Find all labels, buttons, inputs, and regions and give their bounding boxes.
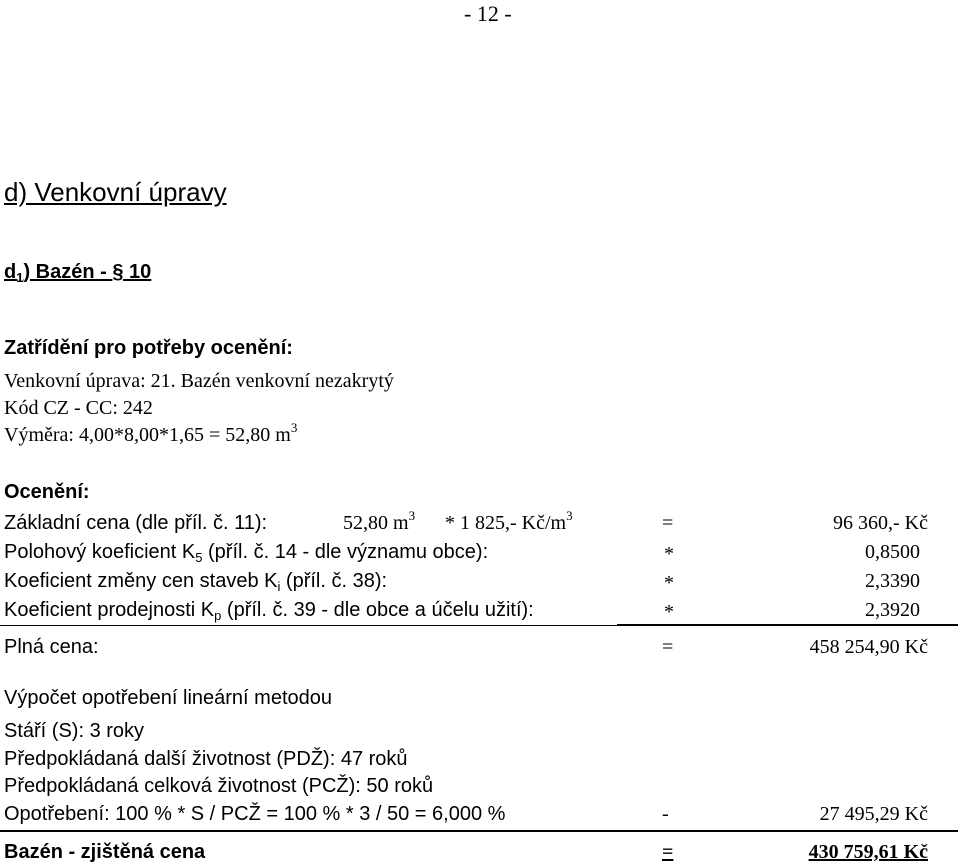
coef-label-pre: Koeficient změny cen staveb K [4, 570, 278, 592]
base-price-label: Základní cena (dle příl. č. 11): [4, 512, 268, 534]
coef-label-kp [4, 599, 534, 622]
base-qty-sup: 3 [408, 508, 416, 523]
subsection-subscript: 1 [16, 270, 24, 285]
full-price-operator: = [662, 636, 674, 658]
full-price-label: Plná cena: [4, 636, 99, 658]
coef-operator-kp: * [664, 601, 674, 623]
section-title: d) Venkovní úpravy [4, 177, 227, 207]
coef-value-kp: 2,3920 [865, 599, 920, 621]
coef-label-ki [4, 570, 387, 593]
coef-label-sub: p [214, 608, 222, 623]
coef-label-sub: 5 [195, 550, 203, 565]
depreciation-heading: Výpočet opotřebení lineární metodou [4, 687, 332, 709]
depreciation-age: Stáří (S): 3 roky [4, 720, 145, 742]
base-mult-text: * 1 825,- Kč/m [445, 512, 567, 534]
base-price-value: 96 360,- Kč [833, 512, 928, 534]
depreciation-wear-label: Opotřebení: 100 % * S / PCŽ = 100 % * 3 / 50 = 6,000 % [4, 803, 506, 825]
result-value: 430 759,61 Kč [808, 841, 928, 863]
coef-label-post: (příl. č. 14 - dle významu obce): [202, 541, 489, 563]
full-price-value: 458 254,90 Kč [809, 636, 928, 658]
depreciation-remaining-life: Předpokládaná další životnost (PDŽ): 47 roků [4, 748, 408, 770]
base-price-multiplier [445, 508, 573, 535]
coef-value-k5: 0,8500 [865, 541, 920, 563]
coef-label-post: (příl. č. 38): [280, 570, 388, 592]
base-price-operator: = [662, 512, 674, 534]
result-operator: = [662, 841, 674, 863]
area-text: Výměra: 4,00*8,00*1,65 = 52,80 m [4, 424, 291, 446]
total-divider [0, 830, 958, 832]
classification-line-code: Kód CZ - CC: 242 [4, 397, 153, 419]
depreciation-wear-operator: - [662, 803, 669, 825]
coef-label-pre: Polohový koeficient K [4, 541, 196, 563]
subsection-number: 10 [123, 261, 152, 283]
page-number: - 12 - [464, 1, 512, 26]
coef-label-sub: i [277, 579, 281, 594]
depreciation-wear-value: 27 495,29 Kč [819, 803, 928, 825]
coef-label-k5 [4, 541, 488, 564]
base-qty-text: 52,80 m [343, 512, 409, 534]
result-label: Bazén - zjištěná cena [4, 841, 206, 863]
coef-value-ki: 2,3390 [865, 570, 920, 592]
classification-line-type: Venkovní úprava: 21. Bazén venkovní nezakrytý [4, 370, 394, 392]
subsection-suffix: ) Bazén - [23, 261, 113, 283]
coef-label-post: (příl. č. 39 - dle obce a účelu užití): [221, 599, 534, 621]
classification-line-area [4, 420, 298, 447]
depreciation-total-life: Předpokládaná celková životnost (PCŽ): 50 roků [4, 775, 434, 797]
subsection-prefix: d [4, 261, 17, 283]
area-sup: 3 [290, 420, 298, 435]
coef-operator-k5: * [664, 543, 674, 565]
subtotal-divider [0, 625, 617, 626]
subsection-heading [4, 261, 151, 284]
valuation-heading: Ocenění: [4, 481, 90, 503]
base-mult-sup: 3 [566, 508, 573, 523]
subtotal-divider-right [617, 624, 958, 626]
paragraph-symbol: § [112, 261, 124, 283]
coef-operator-ki: * [664, 572, 674, 594]
coef-label-pre: Koeficient prodejnosti K [4, 599, 215, 621]
base-price-quantity [343, 508, 416, 535]
classification-heading: Zatřídění pro potřeby ocenění: [4, 337, 293, 359]
